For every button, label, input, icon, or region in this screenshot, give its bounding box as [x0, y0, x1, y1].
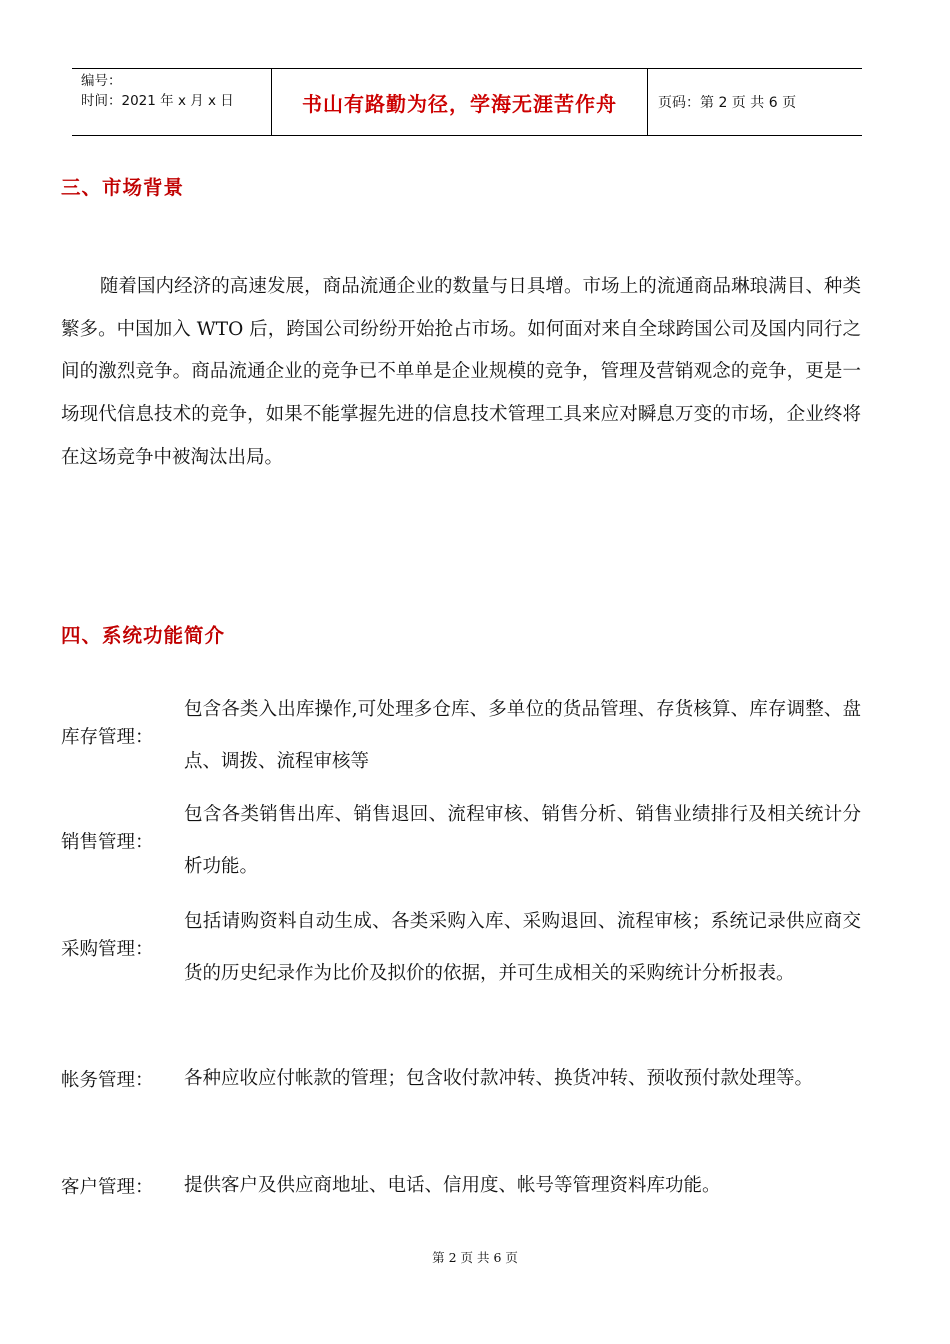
function-row-accounts — [61, 1053, 861, 1105]
document-header — [72, 68, 862, 136]
function-description: 包含各类销售出库、销售退回、流程审核、销售分析、销售业绩排行及相关统计分析功能。 — [184, 804, 861, 877]
function-label: 客户管理： — [61, 1177, 154, 1198]
header-page-info: 页码：第 2 页 共 6 页 — [658, 95, 797, 111]
function-description: 包含各类入出库操作,可处理多仓库、多单位的货品管理、存货核算、库存调整、盘点、调拨、流程审核等 — [184, 699, 861, 772]
function-description: 包括请购资料自动生成、各类采购入库、采购退回、流程审核；系统记录供应商交货的历史纪录作为比价及拟价的依据，并可生成相关的采购统计分析报表。 — [184, 911, 861, 984]
function-row-inventory — [61, 684, 861, 788]
section-heading-market-background: 三、市场背景 — [61, 176, 185, 199]
function-row-customers — [61, 1160, 861, 1212]
function-description: 提供客户及供应商地址、电话、信用度、帐号等管理资料库功能。 — [184, 1175, 721, 1196]
function-label: 销售管理： — [61, 832, 154, 853]
section-heading-system-functions: 四、系统功能简介 — [61, 624, 226, 647]
function-description: 各种应收应付帐款的管理；包含收付款冲转、换货冲转、预收预付款处理等。 — [184, 1068, 814, 1089]
header-meta — [72, 69, 272, 135]
function-row-purchasing — [61, 896, 861, 1000]
market-background-paragraph: 随着国内经济的高速发展，商品流通企业的数量与日具增。市场上的流通商品琳琅满目、种类繁多。中国加入 WTO 后，跨国公司纷纷开始抢占市场。如何面对来自全球跨国公司及国内同行之间的激烈竞争。商品流通企业的竞争已不单单是企业规模的竞争，管理及营销观念的竞争，更是一场现代信息技术的竞争，如果不能掌握先进的信息技术管理工具来应对瞬息万变的市场，企业终将在这场竞争中被淘汰出局。 — [61, 276, 861, 468]
header-motto: 书山有路勤为径，学海无涯苦作舟 — [272, 69, 648, 135]
function-row-sales — [61, 789, 861, 893]
function-label: 库存管理： — [61, 727, 154, 748]
document-number-label: 编号： — [81, 73, 122, 89]
function-label: 帐务管理： — [61, 1070, 154, 1091]
function-label: 采购管理： — [61, 939, 154, 960]
page-footer: 第 2 页 共 6 页 — [432, 1250, 518, 1265]
document-time-label: 时间：2021 年 x 月 x 日 — [81, 93, 234, 109]
